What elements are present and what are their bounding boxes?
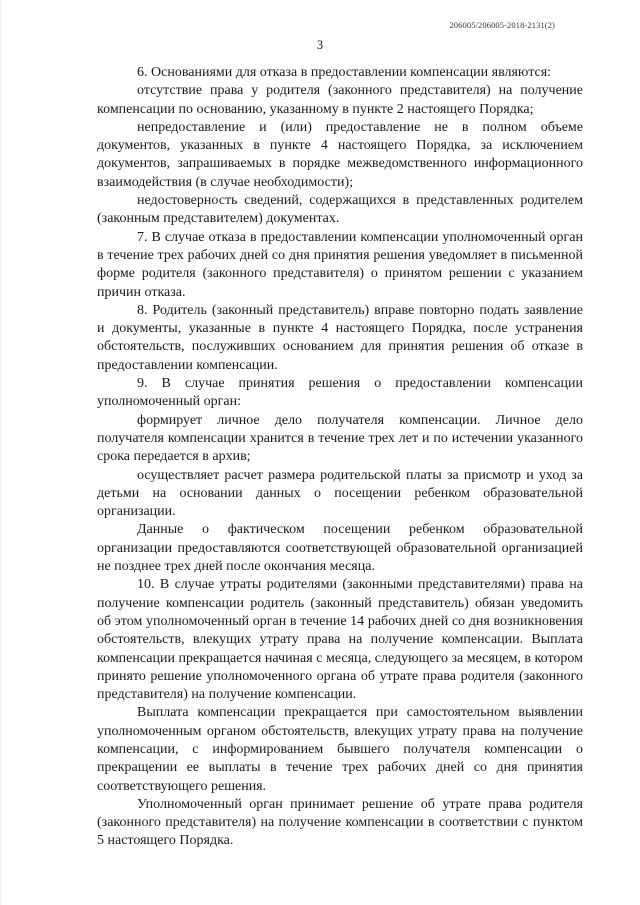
paragraph-9-item-2: осуществляет расчет размера родительской платы за присмотр и уход за детьми на основании данных о посещении ребенком образовательной организации. <box>97 467 583 520</box>
paragraph-7: 7. В случае отказа в предоставлении компенсации уполномоченный орган в течение трех рабочих дней со дня принятия решения уведомляет в письменной форме родителя (законного представителя) о принятом решении с указанием причин отказа. <box>97 229 583 300</box>
paragraph-10-termination: Выплата компенсации прекращается при самостоятельном выявлении уполномоченным органом обстоятельств, влекущих утрату права на получение компенсации, с информированием бывшего получателя компенсации о прекращении ее выплаты в течение трех рабочих дней со дня принятия соответствующего решения. <box>97 705 583 794</box>
paragraph-6-reason-1: отсутствие права у родителя (законного представителя) на получение компенсации по основанию, указанному в пункте 2 настоящего Порядка; <box>97 83 583 117</box>
paragraph-10-decision: Уполномоченный орган принимает решение об утрате права родителя (законного представителя) на получение компенсации в соответствии с пунктом 5 настоящего Порядка. <box>97 796 583 849</box>
scan-edge <box>0 0 2 905</box>
paragraph-10: 10. В случае утраты родителями (законными представителями) права на получение компенсации родитель (законный представитель) обязан уведомить об этом уполномоченный орган в течение 14 рабочих дней со дня возникновения обстоятельств, влекущих утрату права на получение компенсации. Выплата компенсации прекращается начиная с месяца, следующего за месяцем, в котором принято решение уполномоченного органа об утрате права родителя (законного представителя) на получение компенсации. <box>97 577 583 703</box>
paragraph-9-heading: 9. В случае принятия решения о предоставлении компенсации уполномоченный орган: <box>97 376 583 410</box>
paragraph-6-reason-2: непредоставление и (или) предоставление не в полном объеме документов, указанных в пункте 4 настоящего Порядка, за исключением документов, запрашиваемых в порядке межведомственного информационного взаимодействия (в случае необходимости); <box>97 119 583 190</box>
paragraph-6-heading: 6. Основаниями для отказа в предоставлении компенсации являются: <box>137 65 552 80</box>
document-body <box>97 64 583 851</box>
page-number: 3 <box>316 38 324 52</box>
paragraph-8: 8. Родитель (законный представитель) вправе повторно подать заявление и документы, указанные в пункте 4 настоящего Порядка, после устранения обстоятельств, послуживших основанием для принятия решения об отказе в предоставлении компенсации. <box>97 302 583 373</box>
paragraph-6-reason-3: недостоверность сведений, содержащихся в представленных родителем (законным представителем) документах. <box>97 193 583 227</box>
paragraph-9-item-1: формирует личное дело получателя компенсации. Личное дело получателя компенсации хранится в течение трех лет и по истечении указанного срока передается в архив; <box>97 412 583 465</box>
paragraph-9-attendance: Данные о фактическом посещении ребенком образовательной организации предоставляются соответствующей образовательной организацией не позднее трех дней после окончания месяца. <box>97 522 583 575</box>
document-id: 206005/206005-2018-2131(2) <box>449 20 555 30</box>
